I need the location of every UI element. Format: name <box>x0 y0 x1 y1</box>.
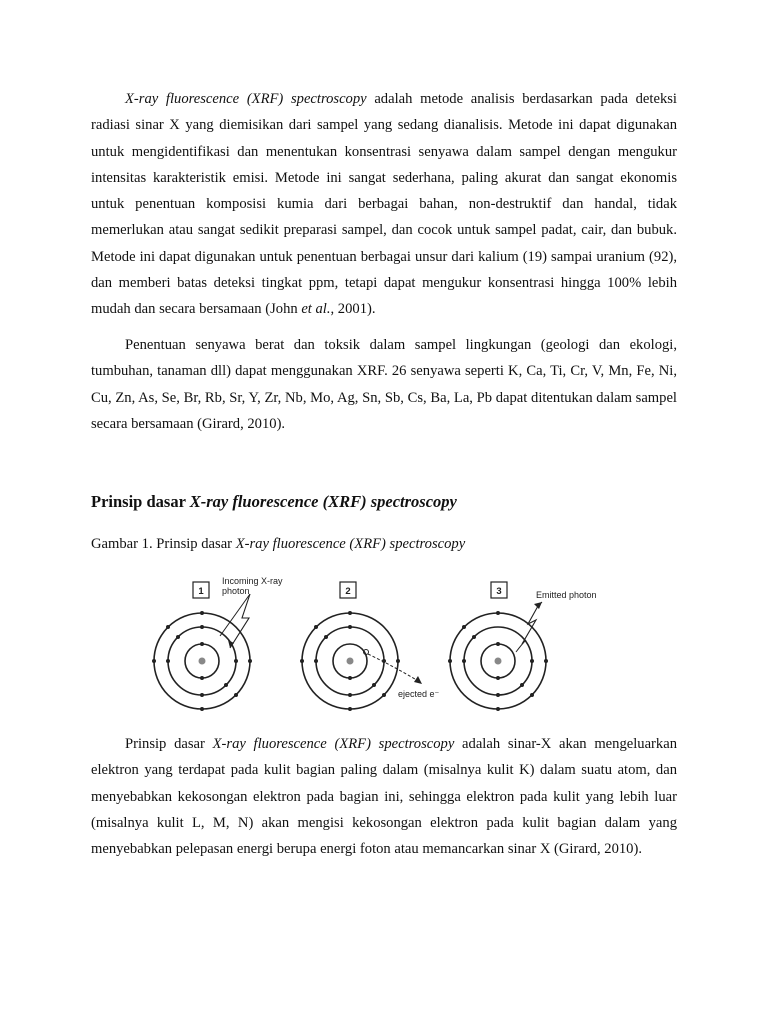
panel-number: 3 <box>496 586 502 597</box>
arrow-head <box>534 602 542 609</box>
section-heading <box>91 489 457 515</box>
panel-number: 2 <box>345 586 351 597</box>
nucleus <box>495 658 502 665</box>
heading-term: X-ray fluorescence (XRF) spectroscopy <box>189 492 457 511</box>
figure-caption <box>91 531 465 557</box>
term-xrf: X-ray fluorescence (XRF) spectroscopy <box>212 736 455 752</box>
photon-line <box>220 594 250 636</box>
caption-prefix: Gambar 1. Prinsip dasar <box>91 536 236 552</box>
nucleus <box>199 658 206 665</box>
arrow-head <box>414 676 422 684</box>
incoming-photon-path <box>230 594 250 648</box>
ejected-electron-path <box>368 654 420 682</box>
caption-term: X-ray fluorescence (XRF) spectroscopy <box>235 536 466 552</box>
xrf-principle-figure <box>150 572 620 712</box>
label-incoming-photon: Incoming X-ray <box>222 576 283 586</box>
figure-drawing <box>150 572 620 712</box>
panel-3 <box>448 582 597 711</box>
paragraph-prefix: Prinsip dasar <box>125 736 213 752</box>
panel-2 <box>300 582 440 711</box>
paragraph-text: Penentuan senyawa berat dan toksik dalam sampel lingkungan (geologi dan ekologi, tumbuhan, tanaman dll) dapat menggunakan XRF. 26 senyawa seperti K, Ca, Ti, Cr, V, Mn, Fe, Ni, Cu, Zn, As, Se, Br, Rb, Sr, Y, Zr, Nb, Mo, Ag, Sn, Sb, Cs, Ba, La, Pb dapat ditentukan dalam sampel secara bersamaan (Girard, 2010). <box>91 337 677 432</box>
heading-prefix: Prinsip dasar <box>91 492 190 511</box>
panel-1 <box>152 576 283 711</box>
label-ejected-electron: ejected e⁻ <box>398 689 440 699</box>
paragraph-xrf-principle <box>91 731 677 862</box>
panel-number: 1 <box>198 586 204 597</box>
paragraph-environmental-samples <box>91 332 677 437</box>
label-incoming-photon-2: photon <box>222 586 250 596</box>
paragraph-xrf-definition <box>91 86 677 323</box>
paragraph-text: adalah metode analisis berdasarkan pada deteksi radiasi sinar X yang diemisikan dari sampel yang sedang dianalisis. Metode ini dapat digunakan untuk mengidentifikasi dan menentukan konsentrasi senyawa dalam sampel dengan mengukur intensitas karakteristik emisi. Metode ini sangat sederhana, paling akurat dan sangat ekonomis untuk penentuan komposisi kumia dari berbagai bahan, non-destruktif dan handal, tidak memerlukan atau sangat sedikit preparasi sampel, dan cocok untuk sampel padat, cair, dan bubuk. Metode ini dapat digunakan untuk penentuan berbagai unsur dari kalium (19) sampai uranium (92), dan memberi batas deteksi tingkat ppm, tetapi dapat mengukur konsentrasi hingga 100% lebih mudah dan secara bersamaan (John <box>91 91 677 318</box>
label-emitted-photon: Emitted photon <box>536 590 597 600</box>
term-xrf: X-ray fluorescence (XRF) spectroscopy <box>125 91 367 107</box>
citation-end: , 2001). <box>330 301 376 318</box>
citation-et-al: et al. <box>301 301 331 318</box>
nucleus <box>347 658 354 665</box>
electron-transition <box>516 640 526 652</box>
paragraph-text: adalah sinar-X akan mengeluarkan elektron yang terdapat pada kulit bagian paling dalam (misalnya kulit K) dalam suatu atom, dan menyebabkan kekosongan elektron pada bagian ini, sehingga elektron pada kulit yang lebih luar (misalnya kulit L, M, N) akan mengisi kekosongan elektron pada kulit bagian dalam yang menyebabkan pelepasan energi berupa energi foton atau memancarkan sinar X (Girard, 2010). <box>91 736 677 858</box>
